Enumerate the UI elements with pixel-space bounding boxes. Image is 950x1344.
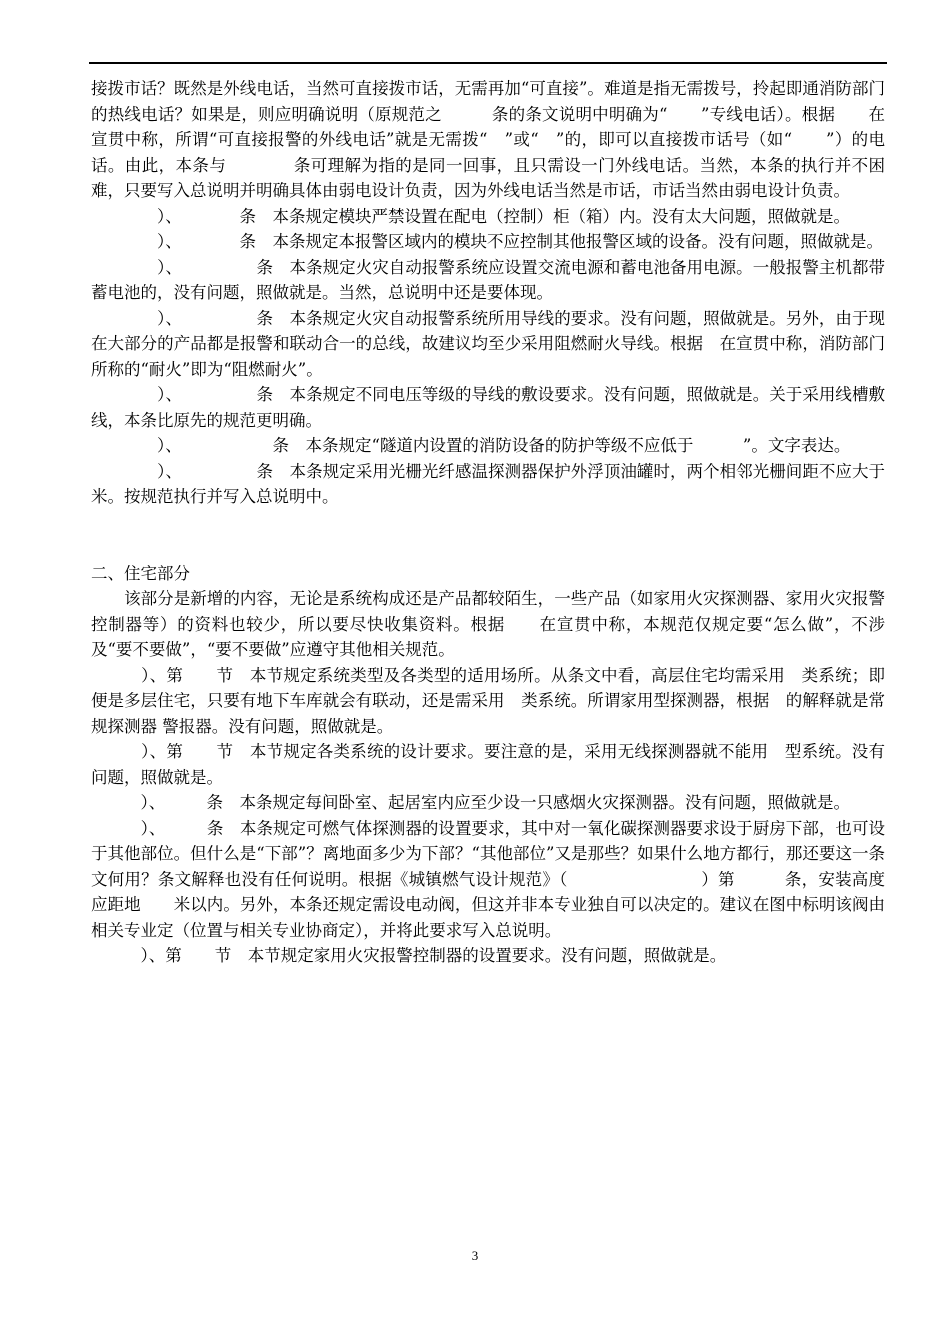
paragraph-home-controller: ）、第 节 本节规定家用火灾报警控制器的设置要求。没有问题，照做就是。 bbox=[91, 946, 727, 965]
paragraph-gas-detector: ）、 条 本条规定可燃气体探测器的设置要求，其中对一氧化碳探测器要求设于厨房下部，也可设于其他部位。但什么是“下部”？离地面多少为下部？“其他部位”又是那些？如果什么地方都行，那还要这一条文何用？条文解释也没有任何说明。根据《城镇燃气设计规范》（ ）第 条，安装高度应距地 米以内。另外，本条还规定需设电动阀，但这并非本专业独自可以决定的。建议在图中标明该阀由相关专业定（位置与相关专业协商定），并将此要求写入总说明。 bbox=[91, 818, 885, 940]
paragraph-voltage-levels: ）、 条 本条规定不同电压等级的导线的敷设要求。没有问题，照做就是。关于采用线槽敷线，本条比原先的规范更明确。 bbox=[91, 385, 885, 430]
paragraph-fiber-grating: ）、 条 本条规定采用光栅光纤感温探测器保护外浮顶油罐时，两个相邻光栅间距不应大于 米。按规范执行并写入总说明中。 bbox=[91, 461, 902, 506]
paragraph-module-zone: ）、 条 本条规定本报警区域内的模块不应控制其他报警区域的设备。没有问题，照做就是。 bbox=[91, 232, 883, 251]
paragraph-residential-intro: 该部分是新增的内容，无论是系统构成还是产品都较陌生，一些产品（如家用火灾探测器、家用火灾报警控制器等）的资料也较少，所以要尽快收集资料。根据 在宣贯中称，本规范仅规定要“怎么做”，不涉及“要不要做”，“要不要做”应遵守其他相关规范。 bbox=[91, 589, 885, 659]
paragraph-tunnel: ）、 条 本条规定“隧道内设置的消防设备的防护等级不应低于 ”。文字表达。 bbox=[91, 436, 851, 455]
section-heading: 二、住宅部分 bbox=[91, 563, 190, 583]
paragraph-continuation: 接拨市话？既然是外线电话，当然可直接拨市话，无需再加“可直接”。难道是指无需拨号，拎起即通消防部门的热线电话？如果是，则应明确说明（原规范之 条的条文说明中明确为“ ”专线电话）。根据 在宣贯中称，所谓“可直接报警的外线电话”就是无需拨“ ”或“ ”的，即可以直接拨市话号（如“ ”）的电话。由此，本条与 条可理解为指的是同一回事，且只需设一门外线电话。当然，本条的执行并不困难，只要写入总说明并明确具体由弱电设计负责，因为外线电话当然是市话，市话当然由弱电设计负责。 bbox=[91, 79, 885, 200]
paragraph-wiring: ）、 条 本条规定火灾自动报警系统所用导线的要求。没有问题，照做就是。另外，由于现在大部分的产品都是报警和联动合一的总线，故建议均至少采用阻燃耐火导线。根据 在宣贯中称，消防部门所称的“耐火”即为“阻燃耐火”。 bbox=[91, 308, 885, 379]
paragraph-bedroom-detector: ）、 条 本条规定每间卧室、起居室内应至少设一只感烟火灾探测器。没有问题，照做就是。 bbox=[91, 793, 850, 812]
header-rule bbox=[89, 62, 887, 64]
body-text bbox=[91, 76, 902, 969]
paragraph-power-supply: ）、 条 本条规定火灾自动报警系统应设置交流电源和蓄电池备用电源。一般报警主机都带蓄电池的，没有问题，照做就是。当然，总说明中还是要体现。 bbox=[91, 257, 885, 302]
paragraph-system-design: ）、第 节 本节规定各类系统的设计要求。要注意的是，采用无线探测器就不能用 型系统。没有问题，照做就是。 bbox=[91, 742, 885, 787]
paragraph-module-cabinet: ）、 条 本条规定模块严禁设置在配电（控制）柜（箱）内。没有太大问题，照做就是。 bbox=[91, 206, 850, 226]
paragraph-system-types: ）、第 节 本节规定系统类型及各类型的适用场所。从条文中看，高层住宅均需采用 类系统；即便是多层住宅，只要有地下车库就会有联动，还是需采用 类系统。所谓家用型探测器，根据 的解释就是常规探测器 警报器。没有问题，照做就是。 bbox=[91, 665, 885, 736]
section-spacer bbox=[91, 510, 885, 561]
page-number: 3 bbox=[471, 1248, 479, 1263]
